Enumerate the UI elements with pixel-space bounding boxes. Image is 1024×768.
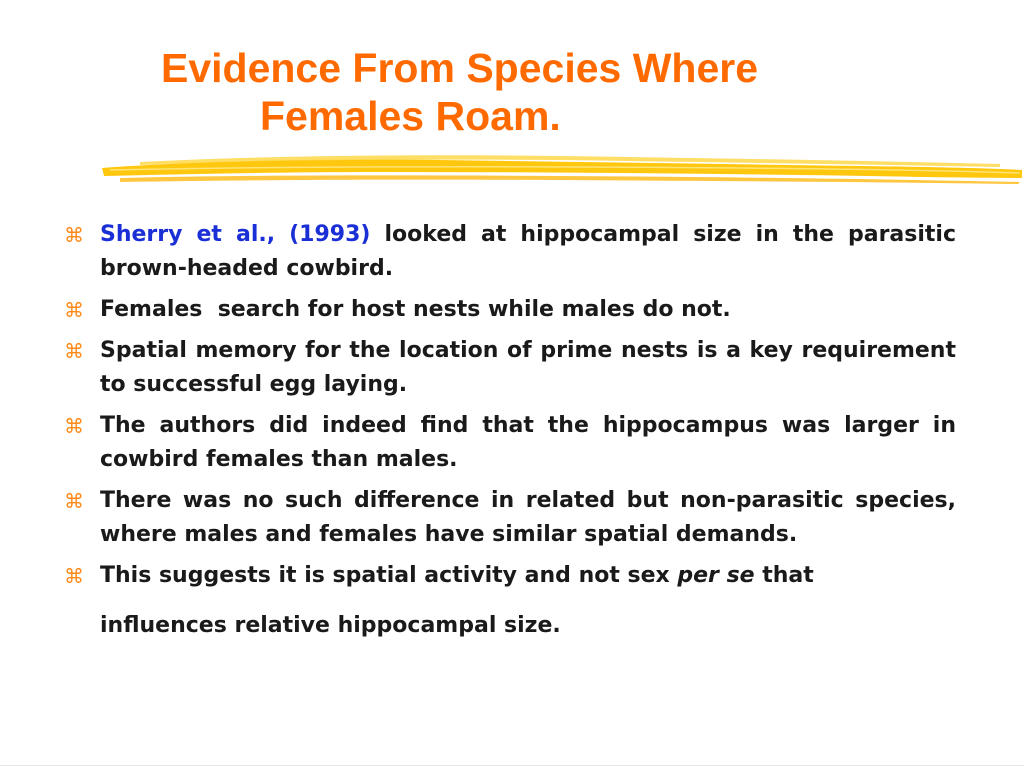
title-line-1: Evidence From Species Where: [161, 45, 759, 91]
bullet-item: [62, 409, 956, 477]
bullet-text: that: [754, 563, 814, 588]
bullet-item: [62, 293, 956, 327]
bullet-item: [62, 484, 956, 552]
bullet-item: [62, 559, 956, 643]
command-key-icon: ⌘: [64, 339, 84, 363]
bullet-list: [62, 218, 956, 650]
bullet-text: The authors did indeed find that the hippocampus was larger in cowbird females than males.: [100, 413, 956, 472]
bullet-item: [62, 218, 956, 286]
title-line-2: Females Roam.: [260, 93, 561, 139]
emphasis-text: per se: [677, 563, 755, 588]
bullet-text: Spatial memory for the location of prime nests is a key requirement to successful egg laying.: [100, 338, 956, 397]
command-key-icon: ⌘: [64, 489, 84, 513]
command-key-icon: ⌘: [64, 223, 84, 247]
brush-stroke-lower: [120, 175, 1020, 184]
bullet-text: There was no such difference in related but non-parasitic species, where males and females have similar spatial demands.: [100, 488, 956, 547]
bullet-text: This suggests it is spatial activity and not sex: [100, 563, 678, 588]
bullet-text: looked at hippocampal size in the parasitic brown-headed cowbird.: [100, 222, 957, 281]
bullet-text: Females search for host nests while males do not.: [100, 297, 731, 322]
command-key-icon: ⌘: [64, 298, 84, 322]
command-key-icon: ⌘: [64, 564, 84, 588]
bottom-divider: [0, 765, 1024, 766]
slide-title: [0, 44, 1024, 140]
brush-stroke-divider: [100, 148, 1024, 188]
bullet-text-continuation: influences relative hippocampal size.: [100, 613, 561, 638]
bullet-item: [62, 334, 956, 402]
command-key-icon: ⌘: [64, 414, 84, 438]
citation: Sherry et al., (1993): [100, 222, 371, 247]
